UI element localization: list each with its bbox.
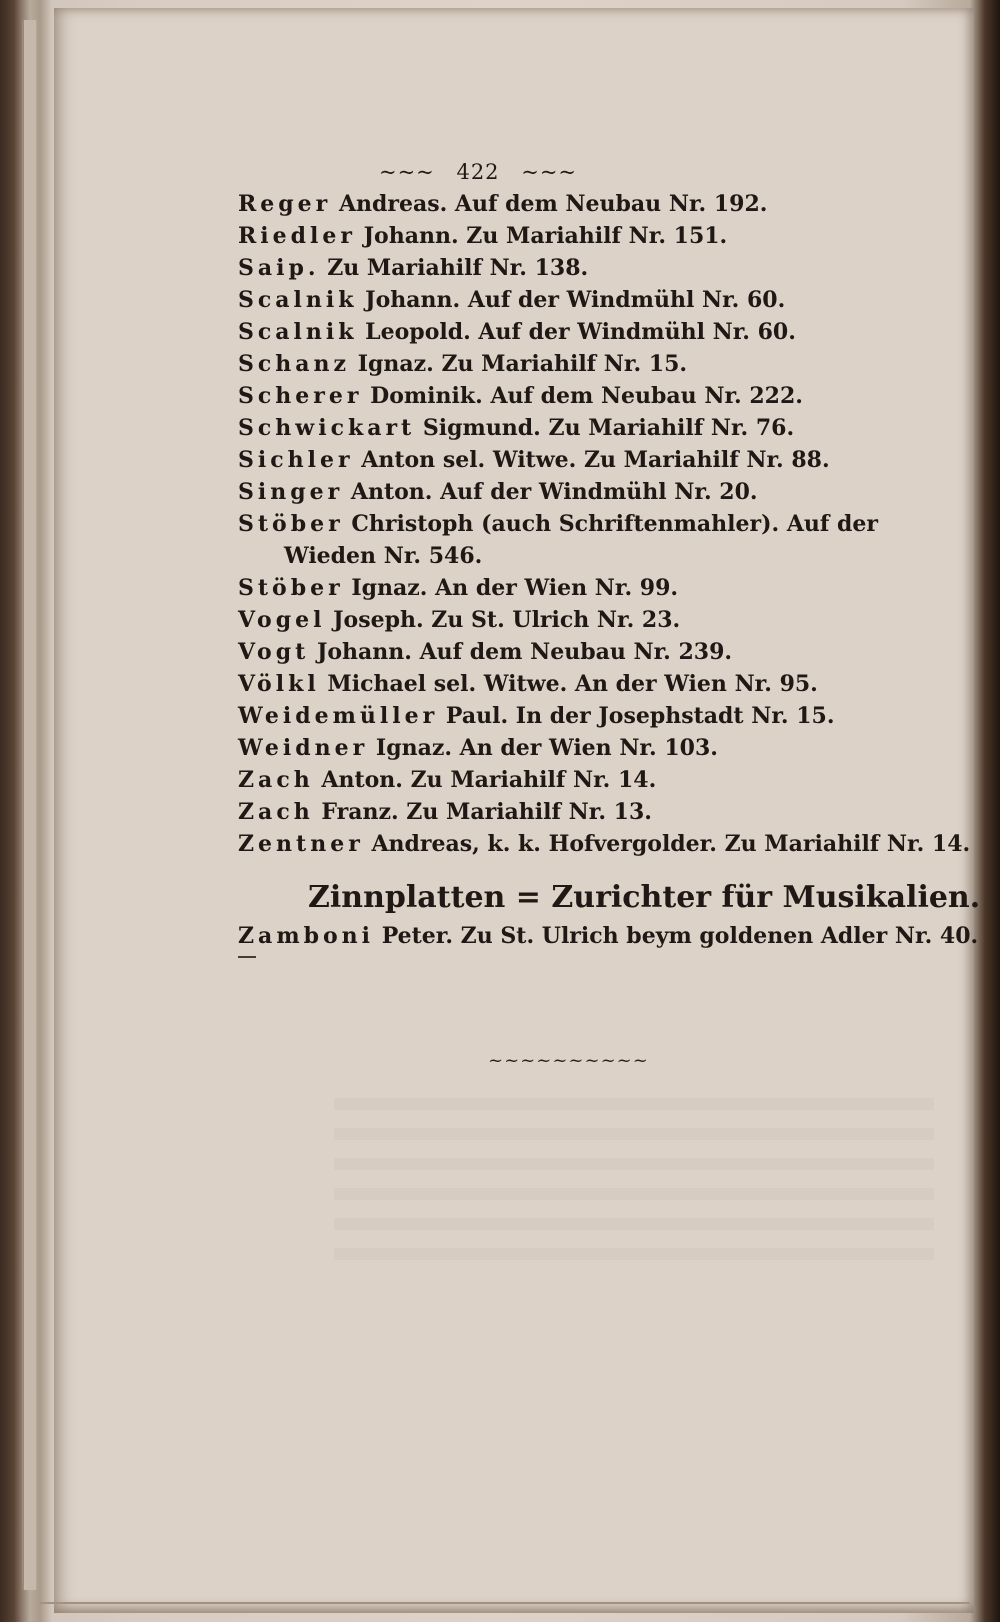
list-item: [238, 508, 944, 572]
list-item: [238, 668, 918, 700]
entry-surname: Vogel: [238, 607, 326, 633]
entry-surname: Singer: [238, 479, 344, 505]
page-edge-left: [22, 20, 37, 1590]
list-item: [238, 348, 918, 380]
entry-details: Johann. Auf dem Neubau Nr. 239.: [316, 639, 733, 665]
page-number: 422: [456, 160, 500, 184]
entry-details: Christoph (auch Schriftenmahler). Auf der Wieden Nr. 546.: [284, 511, 878, 569]
entry-surname: Zamboni: [238, 923, 375, 949]
list-item: [238, 220, 918, 252]
list-item: [238, 920, 979, 952]
entry-details: Paul. In der Josephstadt Nr. 15.: [445, 703, 835, 729]
entry-details: Ignaz. An der Wien Nr. 103.: [375, 735, 718, 761]
entry-surname: Schwickart: [238, 415, 416, 441]
entry-details: Andreas. Auf dem Neubau Nr. 192.: [338, 191, 768, 217]
entry-surname: Vogt: [238, 639, 310, 665]
header-ornament-left: ~~~: [378, 160, 435, 184]
list-item: [238, 828, 971, 860]
list-item: [238, 316, 918, 348]
end-ornament: ~~~~~~~~~~: [488, 1050, 649, 1071]
entry-surname: Scalnik: [238, 287, 358, 313]
list-item: [238, 412, 918, 444]
entry-surname: Zach: [238, 799, 314, 825]
list-item: [238, 476, 918, 508]
entry-details: Andreas, k. k. Hofvergolder. Zu Mariahilf Nr. 14.: [371, 831, 971, 857]
entry-surname: Schanz: [238, 351, 351, 377]
page-header: [238, 160, 718, 184]
list-item: [238, 284, 918, 316]
list-item: [238, 604, 918, 636]
list-item: [238, 700, 918, 732]
list-item: [238, 636, 918, 668]
entry-details: Anton. Auf der Windmühl Nr. 20.: [350, 479, 758, 505]
list-item: [238, 444, 918, 476]
list-item: [238, 764, 918, 796]
show-through-text: [334, 1098, 934, 1278]
entry-details: Ignaz. An der Wien Nr. 99.: [351, 575, 679, 601]
entry-details: Joseph. Zu St. Ulrich Nr. 23.: [333, 607, 681, 633]
header-ornament-right: ~~~: [521, 160, 578, 184]
entry-surname: Scalnik: [238, 319, 358, 345]
list-item: [238, 732, 918, 764]
dash-mark: [238, 956, 256, 958]
entry-details: Zu Mariahilf Nr. 138.: [327, 255, 589, 281]
entry-surname: Völkl: [238, 671, 320, 697]
entry-details: Dominik. Auf dem Neubau Nr. 222.: [370, 383, 803, 409]
entry-surname: Scherer: [238, 383, 363, 409]
list-item: [238, 380, 918, 412]
list-item: [238, 796, 918, 828]
entry-surname: Stöber: [238, 511, 344, 537]
entry-details: Anton. Zu Mariahilf Nr. 14.: [321, 767, 657, 793]
entry-details: Anton sel. Witwe. Zu Mariahilf Nr. 88.: [361, 447, 830, 473]
page-edge-bottom: [40, 1596, 970, 1604]
list-item: [238, 188, 918, 220]
section-heading: Zinnplatten = Zurichter für Musikalien.: [308, 880, 981, 915]
entry-surname: Riedler: [238, 223, 356, 249]
list-item: [238, 252, 918, 284]
page-text: [238, 160, 981, 1071]
entry-details: Johann. Auf der Windmühl Nr. 60.: [365, 287, 786, 313]
entry-details: Franz. Zu Mariahilf Nr. 13.: [321, 799, 652, 825]
entry-details: Leopold. Auf der Windmühl Nr. 60.: [365, 319, 796, 345]
entry-surname: Saip.: [238, 255, 320, 281]
entry-surname: Weidner: [238, 735, 369, 761]
entry-surname: Zach: [238, 767, 314, 793]
directory-list: [238, 188, 971, 860]
entry-surname: Weidemüller: [238, 703, 439, 729]
entry-surname: Sichler: [238, 447, 354, 473]
entry-surname: Stöber: [238, 575, 344, 601]
entry-details: Peter. Zu St. Ulrich beym goldenen Adler Nr. 40.: [381, 923, 979, 949]
entry-surname: Reger: [238, 191, 332, 217]
list-item: [238, 572, 918, 604]
entry-surname: Zentner: [238, 831, 364, 857]
entry-details: Johann. Zu Mariahilf Nr. 151.: [363, 223, 728, 249]
entry-details: Michael sel. Witwe. An der Wien Nr. 95.: [327, 671, 818, 697]
entry-details: Sigmund. Zu Mariahilf Nr. 76.: [422, 415, 795, 441]
entry-details: Ignaz. Zu Mariahilf Nr. 15.: [357, 351, 688, 377]
